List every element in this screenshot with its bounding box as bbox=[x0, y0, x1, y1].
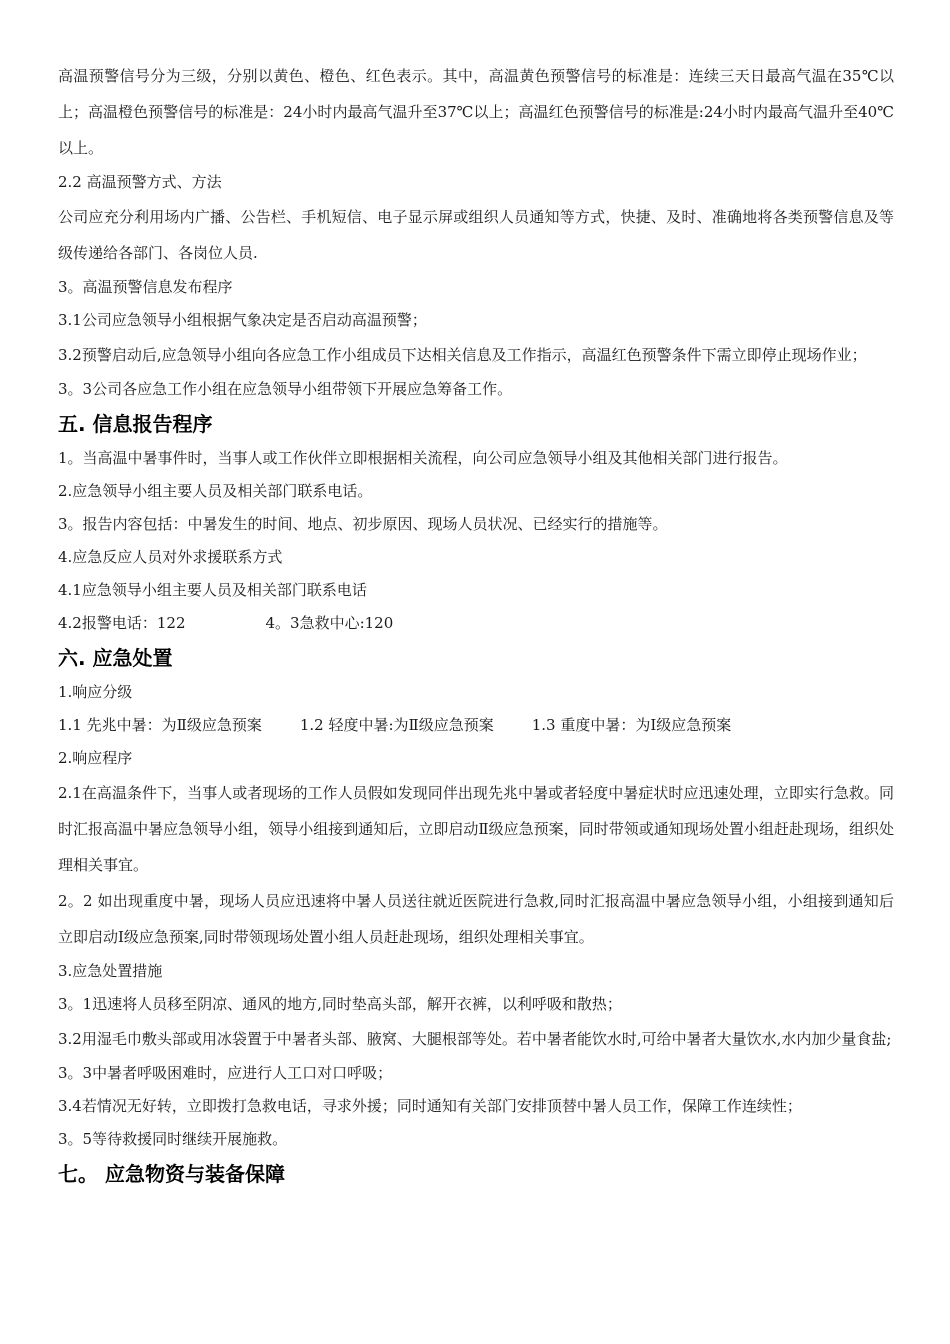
item-3-1: 3.1公司应急领导小组根据气象决定是否启动高温预警； bbox=[58, 311, 427, 329]
section-title-five: 五. 信息报告程序 bbox=[58, 412, 213, 436]
police-phone: 4.2报警电话：122 bbox=[58, 614, 186, 632]
subheading-release-procedure: 3。高温预警信息发布程序 bbox=[58, 278, 233, 296]
measure-3-3: 3。3中暑者呼吸困难时，应进行人工口对口呼吸； bbox=[58, 1064, 393, 1082]
paragraph-warning-levels: 高温预警信号分为三级，分别以黄色、橙色、红色表示。其中，高温黄色预警信号的标准是：连续三天日最高气温在35℃以上；高温橙色预警信号的标准是：24小时内最高气温升至37℃以上；高温红色预警信号的标准是:24小时内最高气温升至40℃以上。 bbox=[58, 67, 894, 157]
paragraph-warning-methods: 公司应充分利用场内广播、公告栏、手机短信、电子显示屏或组织人员通知等方式，快捷、及时、准确地将各类预警信息及等级传递给各部门、各岗位人员. bbox=[58, 208, 894, 262]
procedure-2-2: 2。2 如出现重度中暑，现场人员应迅速将中暑人员送往就近医院进行急救,同时汇报高温中暑应急领导小组，小组接到通知后立即启动Ⅰ级应急预案,同时带领现场处置小组人员赶赴现场，组织处理相关事宜。 bbox=[58, 892, 894, 946]
item-3-2: 3.2预警启动后,应急领导小组向各应急工作小组成员下达相关信息及工作指示，高温红色预警条件下需立即停止现场作业； bbox=[58, 346, 867, 364]
response-levels-heading: 1.响应分级 bbox=[58, 683, 133, 701]
measure-3-4: 3.4若情况无好转，立即拨打急救电话，寻求外援；同时通知有关部门安排顶替中暑人员工作，保障工作连续性； bbox=[58, 1097, 802, 1115]
report-item-4: 4.应急反应人员对外求援联系方式 bbox=[58, 548, 283, 566]
response-procedure-heading: 2.响应程序 bbox=[58, 749, 133, 767]
measure-3-1: 3。1迅速将人员移至阴凉、通风的地方,同时垫高头部，解开衣裤，以利呼吸和散热； bbox=[58, 995, 622, 1013]
level-1-3: 1.3 重度中暑：为Ⅰ级应急预案 bbox=[531, 716, 732, 734]
level-1-1: 1.1 先兆中暑：为Ⅱ级应急预案 bbox=[58, 716, 262, 734]
report-item-2: 2.应急领导小组主要人员及相关部门联系电话。 bbox=[58, 482, 373, 500]
item-3-3: 3。3公司各应急工作小组在应急领导小组带领下开展应急筹备工作。 bbox=[58, 380, 513, 398]
measure-3-5: 3。5等待救援同时继续开展施救。 bbox=[58, 1130, 288, 1148]
procedure-2-1: 2.1在高温条件下，当事人或者现场的工作人员假如发现同伴出现先兆中暑或者轻度中暑症状时应迅速处理，立即实行急救。同时汇报高温中暑应急领导小组，领导小组接到通知后，立即启动Ⅱ级应急预案，同时带领或通知现场处置小组赶赴现场，组织处理相关事宜。 bbox=[58, 784, 894, 874]
document-page bbox=[58, 58, 894, 1192]
emergency-center-phone: 4。3急救中心:120 bbox=[265, 614, 394, 632]
level-1-2: 1.2 轻度中暑:为Ⅱ级应急预案 bbox=[299, 716, 494, 734]
report-item-4-1: 4.1应急领导小组主要人员及相关部门联系电话 bbox=[58, 581, 367, 599]
report-item-1: 1。当高温中暑事件时，当事人或工作伙伴立即根据相关流程，向公司应急领导小组及其他相关部门进行报告。 bbox=[58, 449, 788, 467]
measures-heading: 3.应急处置措施 bbox=[58, 962, 163, 980]
section-title-six: 六. 应急处置 bbox=[58, 646, 173, 670]
report-item-3: 3。报告内容包括：中暑发生的时间、地点、初步原因、现场人员状况、已经实行的措施等。 bbox=[58, 515, 668, 533]
section-title-seven: 七。 应急物资与装备保障 bbox=[58, 1162, 285, 1186]
measure-3-2: 3.2用湿毛巾敷头部或用冰袋置于中暑者头部、腋窝、大腿根部等处。若中暑者能饮水时,可给中暑者大量饮水,水内加少量食盐; bbox=[58, 1030, 892, 1048]
subheading-warning-methods: 2.2 高温预警方式、方法 bbox=[58, 173, 222, 191]
response-levels-line bbox=[58, 709, 894, 742]
report-phone-line bbox=[58, 607, 894, 640]
